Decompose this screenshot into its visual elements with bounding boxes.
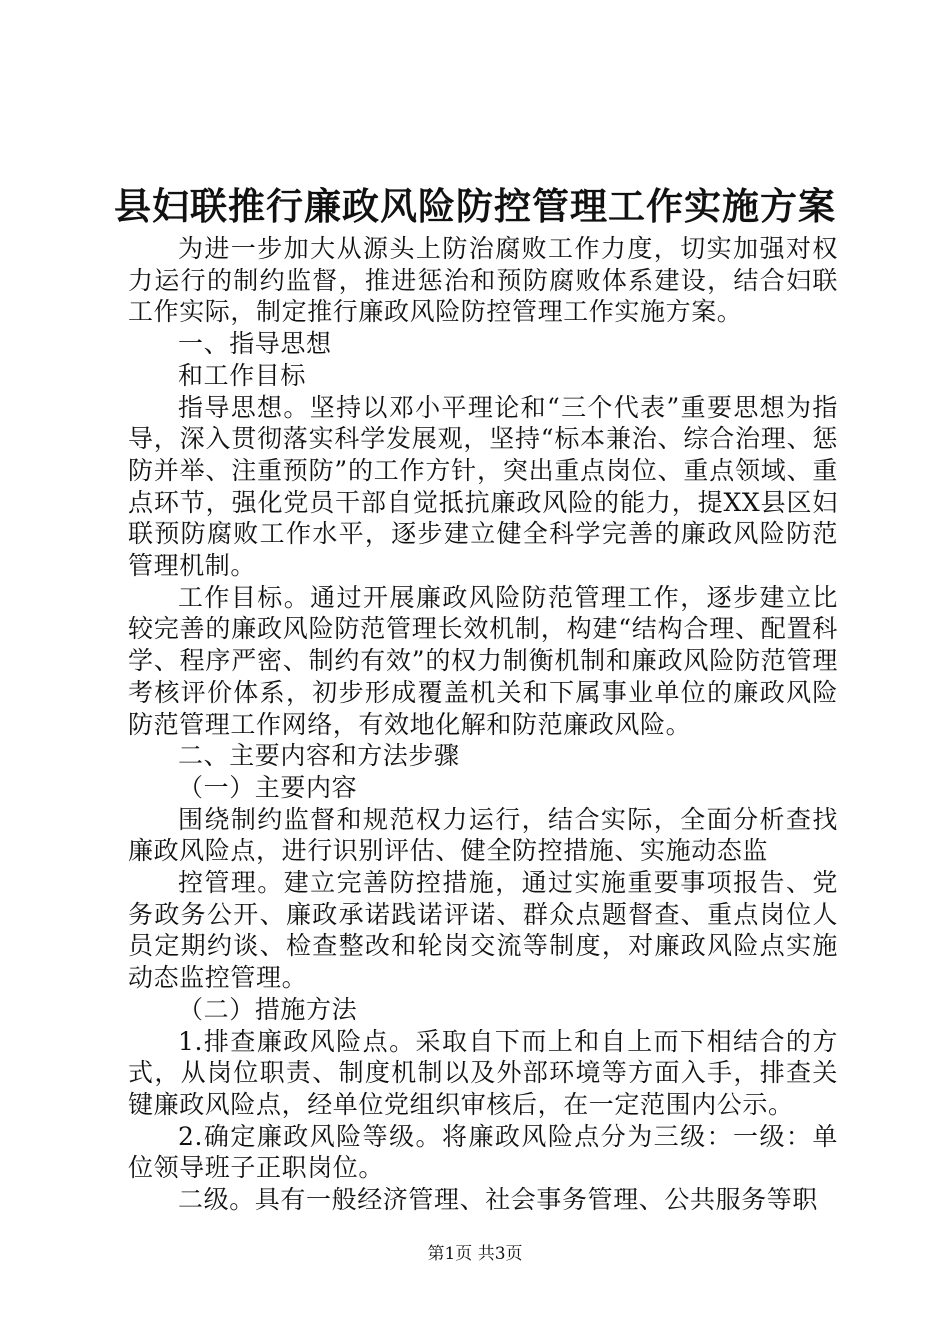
page-footer: 第1页 共3页 (427, 1244, 523, 1264)
paragraph-main-content: 围绕制约监督和规范权力运行，结合实际，全面分析查找廉政风险点，进行识别评估、健全防控措施、实施动态监 (128, 804, 838, 866)
paragraph-measure-1: 1.排查廉政风险点。采取自下而上和自上而下相结合的方式，从岗位职责、制度机制以及外部环境等方面入手，排查关键廉政风险点，经单位党组织审核后，在一定范围内公示。 (128, 1026, 838, 1119)
paragraph-control-management: 控管理。建立完善防控措施，通过实施重要事项报告、党务政务公开、廉政承诺践诺评诺、群众点题督查、重点岗位人员定期约谈、检查整改和轮岗交流等制度，对廉政风险点实施动态监控管理。 (128, 868, 838, 993)
subsection-heading-measures: （二）措施方法 (178, 994, 358, 1024)
subsection-heading-main-content: （一）主要内容 (178, 772, 358, 802)
document-title: 县妇联推行廉政风险防控管理工作实施方案 (114, 184, 836, 228)
section-heading-guiding: 一、指导思想 (178, 329, 332, 359)
section-heading-goal: 和工作目标 (178, 360, 307, 390)
paragraph-intro: 为进一步加大从源头上防治腐败工作力度，切实加强对权力运行的制约监督，推进惩治和预防腐败体系建设，结合妇联工作实际，制定推行廉政风险防控管理工作实施方案。 (128, 234, 838, 327)
section-heading-content: 二、主要内容和方法步骤 (178, 741, 460, 771)
paragraph-measure-2: 2.确定廉政风险等级。将廉政风险点分为三级：一级：单位领导班子正职岗位。 (128, 1121, 838, 1183)
document-body (128, 233, 838, 1216)
paragraph-level-2: 二级。具有一般经济管理、社会事务管理、公共服务等职 (178, 1185, 819, 1215)
paragraph-work-goal: 工作目标。通过开展廉政风险防范管理工作，逐步建立比较完善的廉政风险防范管理长效机制，构建“结构合理、配置科学、程序严密、制约有效”的权力制衡机制和廉政风险防范管理考核评价体系，初步形成覆盖机关和下属事业单位的廉政风险防范管理工作网络，有效地化解和防范廉政风险。 (128, 582, 838, 739)
paragraph-guiding-thought: 指导思想。坚持以邓小平理论和“三个代表”重要思想为指导，深入贯彻落实科学发展观，坚持“标本兼治、综合治理、惩防并举、注重预防”的工作方针，突出重点岗位、重点领域、重点环节，强化党员干部自觉抵抗廉政风险的能力，提XX县区妇联预防腐败工作水平，逐步建立健全科学完善的廉政风险防范管理机制。 (128, 392, 838, 581)
